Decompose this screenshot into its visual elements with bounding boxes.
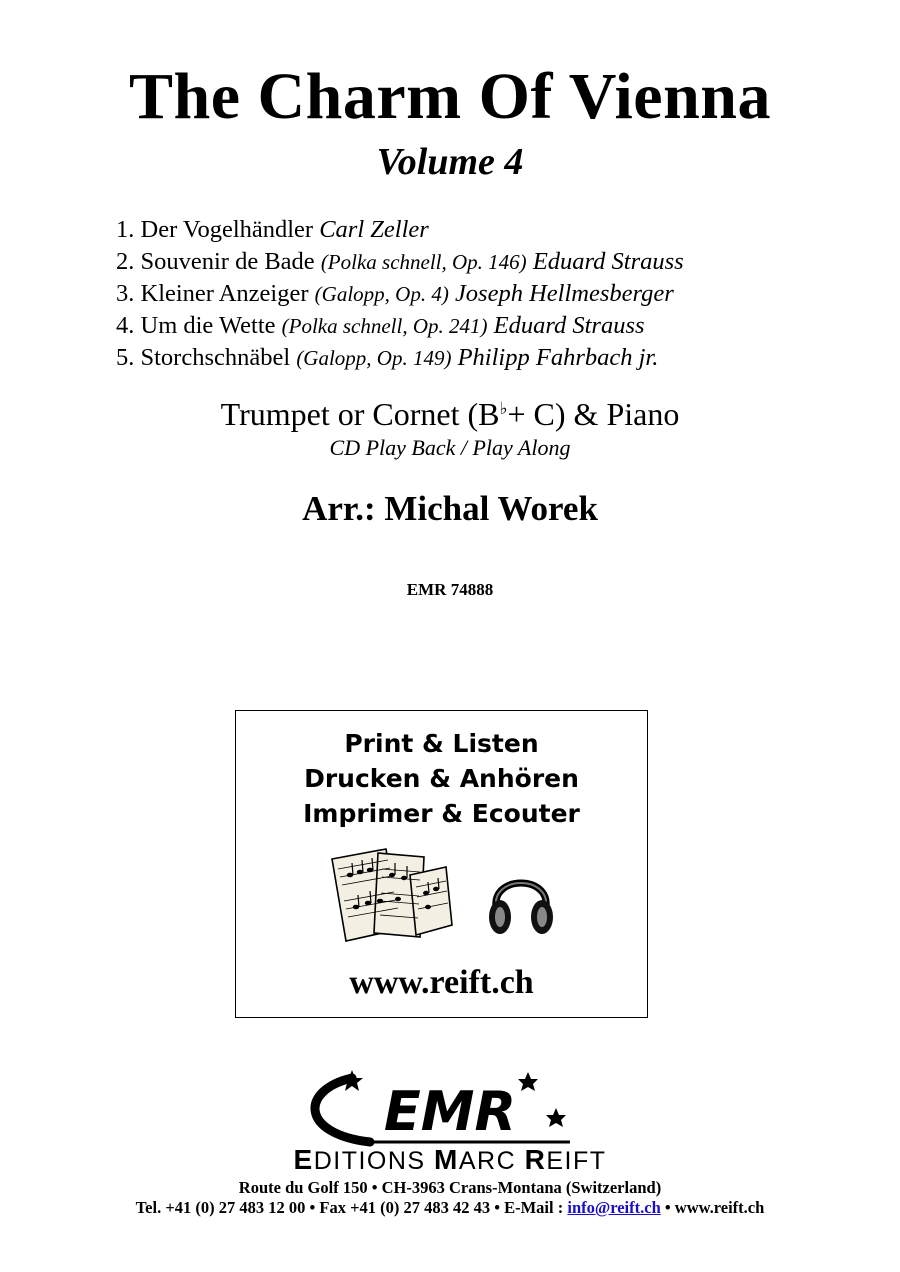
publisher-name: EDITIONS MARC REIFT (293, 1144, 607, 1175)
promo-line-en: Print & Listen (344, 729, 539, 758)
email-link[interactable]: info@reift.ch (567, 1198, 661, 1217)
track-title: 1. Der Vogelhändler (116, 216, 314, 243)
catalog-number: EMR 74888 (406, 580, 494, 599)
page-title: The Charm Of Vienna (128, 60, 772, 133)
track-composer: Carl Zeller (319, 216, 429, 243)
flat-sign: ♭ (499, 399, 508, 418)
print-listen-box (235, 710, 648, 1018)
track-detail: (Galopp, Op. 149) (296, 346, 452, 370)
publisher-contact: Tel. +41 (0) 27 483 12 00 • Fax +41 (0) 27 483 42 43 • E-Mail : info@reift.ch • www.reift.ch (135, 1198, 765, 1217)
track-composer: Joseph Hellmesberger (454, 280, 674, 307)
promo-line-fr: Imprimer & Ecouter (303, 799, 580, 828)
track-title: 3. Kleiner Anzeiger (116, 280, 309, 307)
promo-url: www.reift.ch (349, 964, 534, 1001)
emr-logo (300, 1068, 600, 1156)
cd-note: CD Play Back / Play Along (329, 435, 571, 460)
sheet-music-icon (328, 845, 456, 945)
headphones-icon (486, 861, 556, 939)
track-composer: Eduard Strauss (532, 248, 684, 275)
track-detail: (Polka schnell, Op. 241) (281, 314, 488, 338)
list-item (116, 278, 876, 310)
track-detail: (Galopp, Op. 4) (314, 282, 449, 306)
track-title: 2. Souvenir de Bade (116, 248, 315, 275)
promo-line-de: Drucken & Anhören (304, 764, 579, 793)
list-item (116, 310, 876, 342)
track-composer: Philipp Fahrbach jr. (457, 344, 659, 371)
emr-logo-text: EMR (383, 1080, 517, 1143)
track-title: 5. Storchschnäbel (116, 344, 291, 371)
instrumentation: Trumpet or Cornet (B♭+ C) & Piano (220, 396, 680, 432)
list-item (116, 246, 876, 278)
track-list (116, 214, 876, 374)
track-detail: (Polka schnell, Op. 146) (320, 250, 527, 274)
publisher-address: Route du Golf 150 • CH-3963 Crans-Montana (Switzerland) (238, 1178, 662, 1197)
arranger: Arr.: Michal Worek (302, 489, 598, 528)
list-item (116, 214, 876, 246)
track-title: 4. Um die Wette (116, 312, 276, 339)
track-composer: Eduard Strauss (493, 312, 645, 339)
volume-subtitle: Volume 4 (376, 141, 524, 183)
list-item (116, 342, 876, 374)
